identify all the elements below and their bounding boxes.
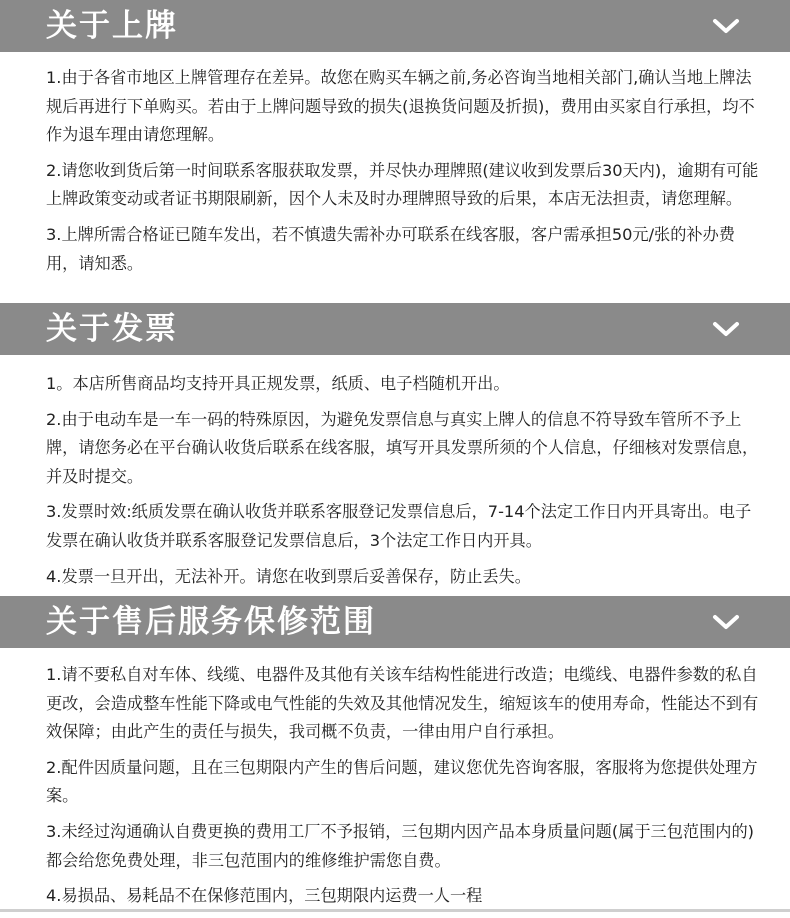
section-body-invoice [46, 370, 766, 598]
section-body-license [46, 64, 766, 285]
paragraph: 2.由于电动车是一车一码的特殊原因，为避免发票信息与真实上牌人的信息不符导致车管所不予上牌，请您务必在平台确认收货后联系在线客服，填写开具发票所须的个人信息，仔细核对发票信息，并及时提交。 [46, 409, 759, 486]
chevron-down-icon[interactable] [710, 606, 742, 638]
section-body-after-sales [46, 661, 766, 918]
section-title: 关于发票 [46, 311, 178, 347]
paragraph: 1.由于各省市地区上牌管理存在差异。故您在购买车辆之前,务必咨询当地相关部门,确认当地上牌法规后再进行下单购买。若由于上牌问题导致的损失(退换货问题及折损)，费用由买家自行承担，均不作为退车理由请您理解。 [46, 68, 755, 145]
paragraph: 3.上牌所需合格证已随车发出，若不慎遗失需补办可联系在线客服，客户需承担50元/张的补办费用，请知悉。 [46, 224, 735, 273]
chevron-down-icon[interactable] [710, 10, 742, 42]
paragraph: 4.易损品、易耗品不在保修范围内，三包期限内运费一人一程 [46, 886, 483, 906]
paragraph: 3.发票时效:纸质发票在确认收货并联系客服登记发票信息后，7-14个法定工作日内开具寄出。电子发票在确认收货并联系客服登记发票信息后，3个法定工作日内开具。 [46, 502, 752, 550]
paragraph: 2.配件因质量问题，且在三包期限内产生的售后问题，建议您优先咨询客服，客服将为您提供处理方案。 [46, 757, 758, 806]
section-header-license[interactable] [0, 0, 790, 52]
section-title: 关于上牌 [46, 8, 178, 44]
paragraph: 3.未经过沟通确认自费更换的费用工厂不予报销，三包期内因产品本身质量问题(属于三包范围内的)都会给您免费处理，非三包范围内的维修维护需您自费。 [46, 821, 754, 870]
chevron-down-icon[interactable] [710, 313, 742, 345]
section-header-after-sales[interactable] [0, 596, 790, 648]
paragraph: 2.请您收到货后第一时间联系客服获取发票，并尽快办理牌照(建议收到发票后30天内)，逾期有可能上牌政策变动或者证书期限刷新，因个人未及时办理牌照导致的后果，本店无法担责，请您理解。 [46, 160, 759, 209]
paragraph: 1。本店所售商品均支持开具正规发票，纸质、电子档随机开出。 [46, 374, 510, 393]
section-title: 关于售后服务保修范围 [46, 604, 376, 640]
paragraph: 4.发票一旦开出，无法补开。请您在收到票后妥善保存，防止丢失。 [46, 566, 531, 586]
paragraph: 1.请不要私自对车体、线缆、电器件及其他有关该车结构性能进行改造；电缆线、电器件参数的私自更改，会造成整车性能下降或电气性能的失效及其他情况发生，缩短该车的使用寿命，性能达不到有效保障；由此产生的责任与损失，我司概不负责，一律由用户自行承担。 [46, 665, 759, 742]
section-header-invoice[interactable] [0, 303, 790, 355]
